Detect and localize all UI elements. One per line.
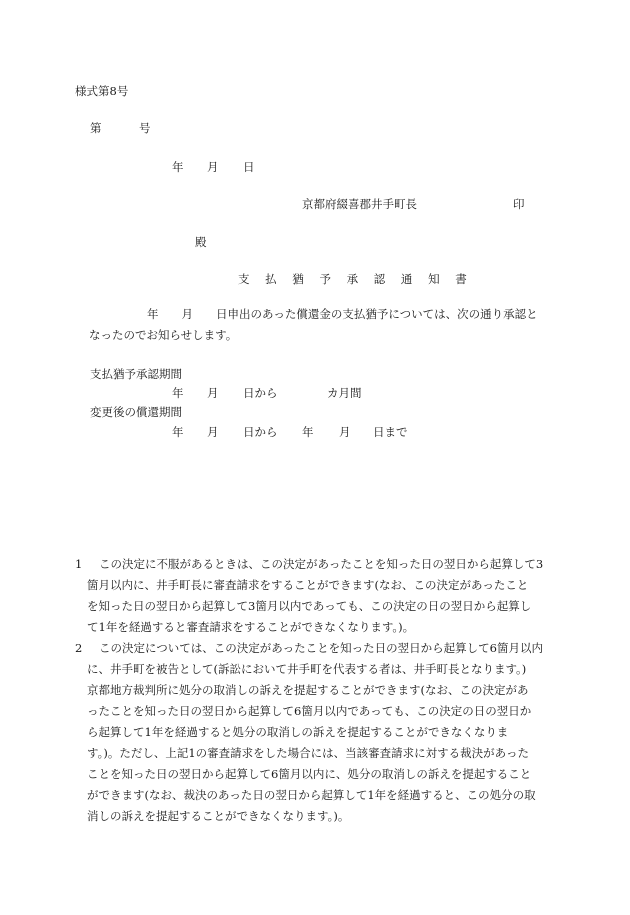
document-number-suffix: 号 xyxy=(139,121,151,135)
form-number: 様式第8号 xyxy=(75,84,129,98)
approval-period-months: カ月間 xyxy=(327,386,362,400)
approval-period-from: 日から xyxy=(243,386,278,400)
repayment-period-month: 月 xyxy=(207,425,219,439)
document-number-prefix: 第 xyxy=(90,121,102,135)
note-1-line-3: を知った日の翌日から起算して3箇月以内であっても、この決定の日の翌日から起算し xyxy=(87,599,532,613)
approval-period-month: 月 xyxy=(207,386,219,400)
repayment-period-from: 日から xyxy=(243,425,278,439)
repayment-period-to-year: 年 xyxy=(302,425,314,439)
note-2-line-2: に、井手町を被告として(訴訟において井手町を代表する者は、井手町長となります。) xyxy=(87,662,527,676)
note-2 xyxy=(75,638,565,827)
note-1-line-1: この決定に不服があるときは、この決定があったことを知った日の翌日から起算して3 xyxy=(99,557,544,571)
body-paragraph xyxy=(75,304,538,346)
approval-period-label: 支払猶予承認期間 xyxy=(90,367,182,381)
sender-seal: 印 xyxy=(513,197,525,211)
date-day: 日 xyxy=(243,160,255,174)
note-2-line-6: す。)。ただし、上記1の審査請求をした場合には、当該審査請求に対する裁決があった xyxy=(87,746,530,760)
note-2-line-3: 京都地方裁判所に処分の取消しの訴えを提起することができます(なお、この決定があ xyxy=(87,683,529,697)
approval-period-year: 年 xyxy=(172,386,184,400)
note-2-line-7: ことを知った日の翌日から起算して6箇月以内に、処分の取消しの訴えを提起すること xyxy=(87,767,532,781)
repayment-period-to-day: 日まで xyxy=(373,425,408,439)
repayment-period-year: 年 xyxy=(172,425,184,439)
repayment-period-label: 変更後の償還期間 xyxy=(90,405,182,419)
note-2-line-9: 消しの訴えを提起することができなくなります。)。 xyxy=(87,809,350,823)
note-2-number: 2 xyxy=(75,641,83,655)
body-line-2: なったのでお知らせします。 xyxy=(89,328,238,342)
note-2-line-8: ができます(なお、裁決のあった日の翌日から起算して1年を経過すると、この処分の取 xyxy=(87,788,536,802)
note-1 xyxy=(75,554,565,638)
date-year: 年 xyxy=(172,160,184,174)
note-1-number: 1 xyxy=(75,557,83,571)
body-line-1: 年 月 日申出のあった償還金の支払猶予については、次の通り承認と xyxy=(147,307,538,321)
note-2-line-5: ら起算して1年を経過すると処分の取消しの訴えを提起することができなくなりま xyxy=(87,725,509,739)
note-2-line-4: ったことを知った日の翌日から起算して6箇月以内であっても、この決定の日の翌日か xyxy=(87,704,532,718)
sender-name: 京都府綴喜郡井手町長 xyxy=(302,197,417,211)
document-title: 支 払 猶 予 承 認 通 知 書 xyxy=(238,272,473,286)
recipient-honorific: 殿 xyxy=(195,235,207,249)
repayment-period-to-month: 月 xyxy=(339,425,351,439)
date-month: 月 xyxy=(207,160,219,174)
note-2-line-1: この決定については、この決定があったことを知った日の翌日から起算して6箇月以内 xyxy=(99,641,543,655)
note-1-line-4: て1年を経過すると審査請求をすることができなくなります。)。 xyxy=(87,620,415,634)
note-1-line-2: 箇月以内に、井手町長に審査請求をすることができます(なお、この決定があったこと xyxy=(87,578,529,592)
